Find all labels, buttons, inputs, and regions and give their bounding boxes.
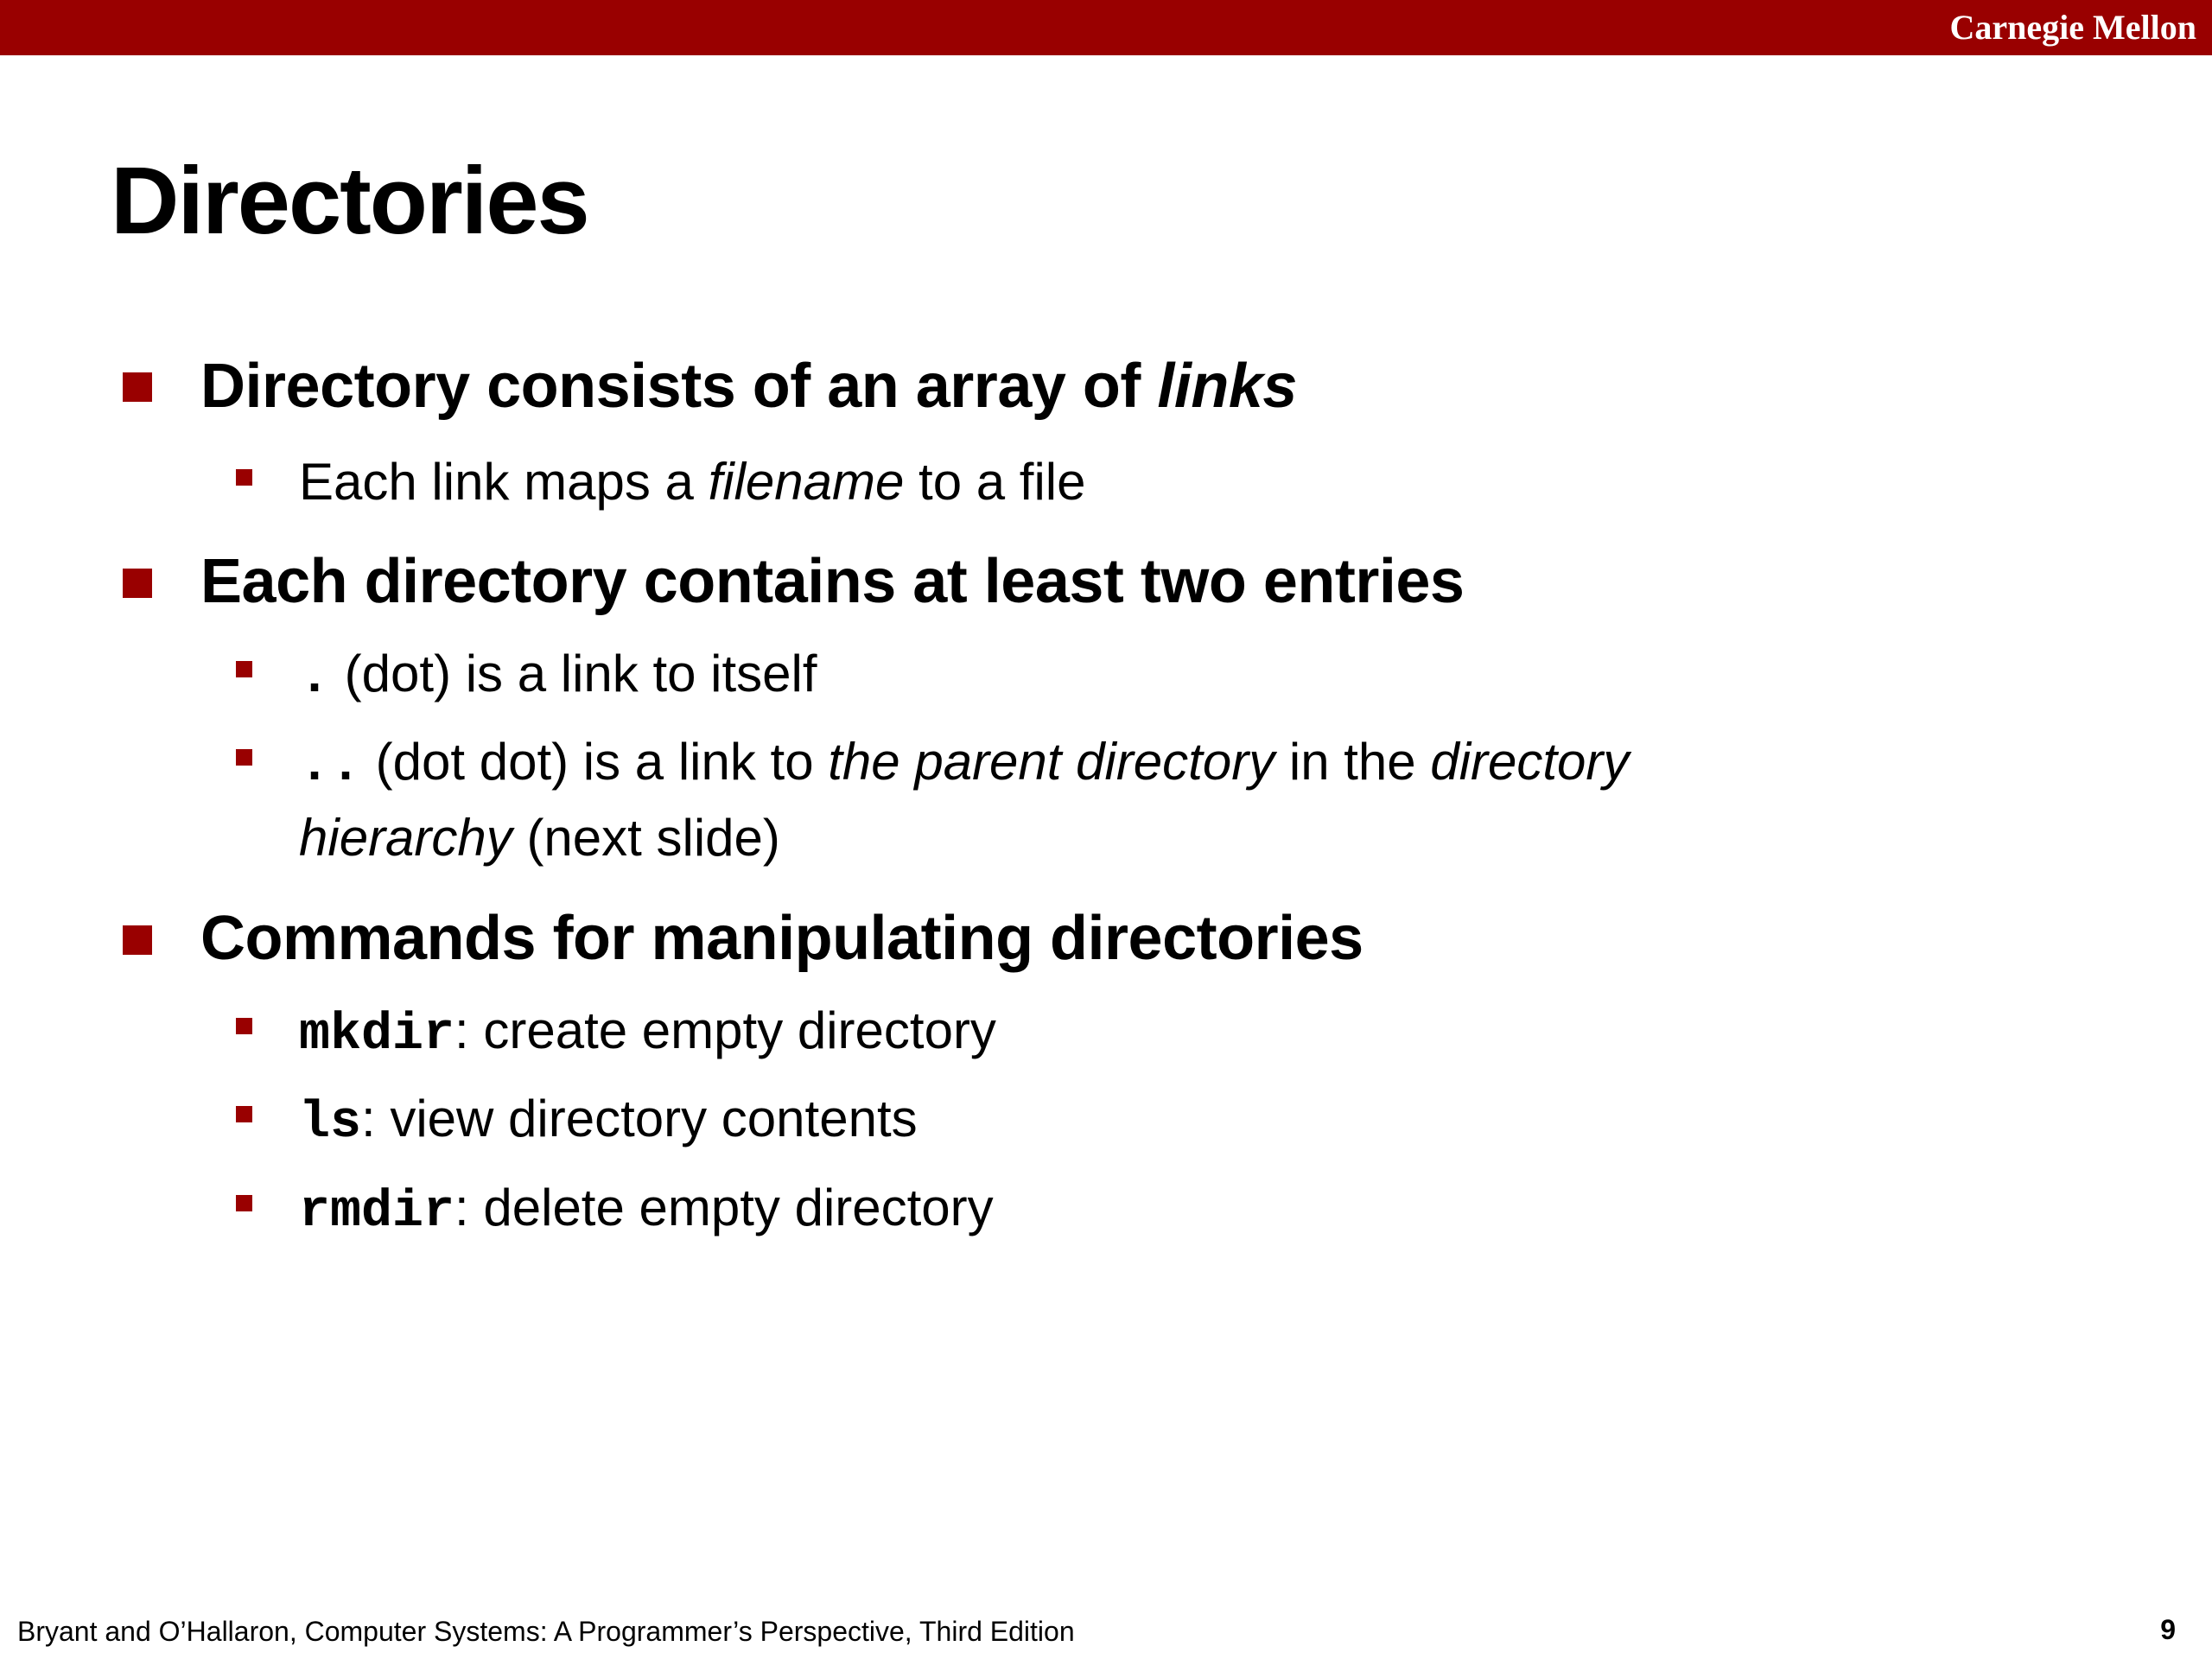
sub-bullet-2-2 xyxy=(299,731,1629,798)
code-ls: ls xyxy=(299,1094,362,1153)
sub-bullet-text: Each link maps a xyxy=(299,453,709,511)
university-brand: Carnegie Mellon xyxy=(1949,8,2196,47)
sub-bullet-1-1 xyxy=(299,451,1085,513)
sub-bullet-marker xyxy=(236,1018,252,1034)
sub-bullet-text: in the xyxy=(1274,733,1431,791)
code-rmdir: rmdir xyxy=(299,1183,455,1242)
sub-bullet-emphasis: directory xyxy=(1430,733,1630,791)
bullet-1-emphasis: links xyxy=(1157,352,1297,421)
bullet-2 xyxy=(200,544,1464,619)
sub-bullet-3-3 xyxy=(299,1177,994,1243)
bullet-1-text: Directory consists of an array of xyxy=(200,352,1158,421)
page-number: 9 xyxy=(2160,1614,2176,1645)
sub-bullet-marker xyxy=(236,1195,252,1211)
bullet-3-text: Commands for manipulating directories xyxy=(200,904,1363,973)
sub-bullet-marker xyxy=(236,1106,252,1122)
bullet-2-text: Each directory contains at least two entries xyxy=(200,547,1465,616)
sub-bullet-emphasis: hierarchy xyxy=(299,809,512,867)
sub-bullet-text: (dot) is a link to itself xyxy=(330,645,817,702)
bullet-1 xyxy=(200,349,1297,423)
sub-bullet-3-2 xyxy=(299,1088,918,1154)
bullet-marker xyxy=(123,925,152,955)
code-dot: . xyxy=(299,649,331,708)
code-mkdir: mkdir xyxy=(299,1006,455,1065)
sub-bullet-marker xyxy=(236,469,252,486)
footer-citation: Bryant and O’Hallaron, Computer Systems: A Programmer’s Perspective, Third Edition xyxy=(17,1616,1075,1647)
sub-bullet-text: : delete empty directory xyxy=(454,1179,994,1236)
code-dot-dot: .. xyxy=(299,737,362,796)
bullet-marker xyxy=(123,569,152,598)
sub-bullet-2-2-continuation xyxy=(299,807,780,869)
sub-bullet-text: (next slide) xyxy=(512,809,780,867)
sub-bullet-emphasis: the parent directory xyxy=(828,733,1275,791)
sub-bullet-2-1 xyxy=(299,643,817,709)
sub-bullet-text: to a file xyxy=(904,453,1086,511)
sub-bullet-marker xyxy=(236,749,252,766)
sub-bullet-emphasis: filename xyxy=(708,453,905,511)
bullet-3 xyxy=(200,901,1363,976)
slide-title: Directories xyxy=(111,148,588,254)
sub-bullet-text: : create empty directory xyxy=(454,1001,996,1059)
bullet-marker xyxy=(123,372,152,402)
sub-bullet-marker xyxy=(236,661,252,677)
sub-bullet-text: : view directory contents xyxy=(361,1090,918,1147)
sub-bullet-text: (dot dot) is a link to xyxy=(361,733,829,791)
sub-bullet-3-1 xyxy=(299,1000,996,1066)
